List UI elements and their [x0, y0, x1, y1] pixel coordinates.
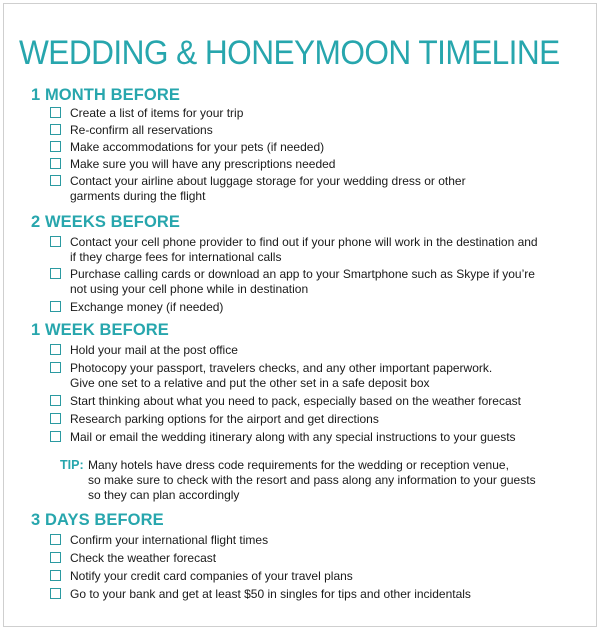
- checklist-item: Photocopy your passport, travelers checks, and any other important paperwork. Give one set to a relative and put the other set in a safe deposit box: [31, 361, 591, 391]
- section-heading: 3 DAYS BEFORE: [31, 511, 164, 529]
- checklist-item: Contact your cell phone provider to find out if your phone will work in the destination and if they charge fees for international calls: [31, 235, 591, 265]
- page-title: WEDDING & HONEYMOON TIMELINE: [19, 34, 560, 72]
- checklist-item: Exchange money (if needed): [31, 300, 591, 315]
- checklist-item: Purchase calling cards or download an app to your Smartphone such as Skype if you’re not using your cell phone while in destination: [31, 267, 591, 297]
- checkbox[interactable]: [50, 552, 61, 563]
- checklist-item: Start thinking about what you need to pack, especially based on the weather forecast: [31, 394, 591, 409]
- checklist-item: Make accommodations for your pets (if needed): [31, 140, 591, 155]
- checkbox[interactable]: [50, 268, 61, 279]
- checklist-item: Hold your mail at the post office: [31, 343, 591, 358]
- checklist-item: Mail or email the wedding itinerary along with any special instructions to your guests: [31, 430, 591, 445]
- tip-block: [60, 458, 590, 503]
- checklist-item: Go to your bank and get at least $50 in singles for tips and other incidentals: [31, 587, 591, 602]
- checkbox[interactable]: [50, 344, 61, 355]
- checklist-item: Notify your credit card companies of your travel plans: [31, 569, 591, 584]
- checkbox[interactable]: [50, 236, 61, 247]
- checklist-item: Re-confirm all reservations: [31, 123, 591, 138]
- checkbox[interactable]: [50, 362, 61, 373]
- checkbox[interactable]: [50, 107, 61, 118]
- section-3-days-before: [31, 510, 591, 602]
- checkbox[interactable]: [50, 141, 61, 152]
- checklist-item: Confirm your international flight times: [31, 533, 591, 548]
- checklist-item: Make sure you will have any prescriptions needed: [31, 157, 591, 172]
- checkbox[interactable]: [50, 175, 61, 186]
- section-heading: 2 WEEKS BEFORE: [31, 213, 181, 231]
- checkbox[interactable]: [50, 158, 61, 169]
- tip-line: so they can plan accordingly: [88, 488, 240, 502]
- section-heading: 1 MONTH BEFORE: [31, 86, 180, 104]
- checkbox[interactable]: [50, 301, 61, 312]
- checkbox[interactable]: [50, 124, 61, 135]
- checklist-item: Contact your airline about luggage storage for your wedding dress or other garments during the flight: [31, 174, 591, 204]
- checkbox[interactable]: [50, 431, 61, 442]
- tip-line: so make sure to check with the resort and pass along any information to your guests: [88, 473, 536, 487]
- checkbox[interactable]: [50, 570, 61, 581]
- section-1-month-before: [31, 85, 591, 204]
- section-1-week-before: [31, 320, 591, 445]
- checkbox[interactable]: [50, 413, 61, 424]
- tip-line: Many hotels have dress code requirements for the wedding or reception venue,: [88, 458, 509, 472]
- checkbox[interactable]: [50, 395, 61, 406]
- checkbox[interactable]: [50, 534, 61, 545]
- checklist-item: Research parking options for the airport and get directions: [31, 412, 591, 427]
- tip-label: TIP:: [60, 458, 84, 472]
- section-2-weeks-before: [31, 212, 591, 315]
- checklist-item: Check the weather forecast: [31, 551, 591, 566]
- checklist-item: Create a list of items for your trip: [31, 106, 591, 121]
- section-heading: 1 WEEK BEFORE: [31, 321, 169, 339]
- checkbox[interactable]: [50, 588, 61, 599]
